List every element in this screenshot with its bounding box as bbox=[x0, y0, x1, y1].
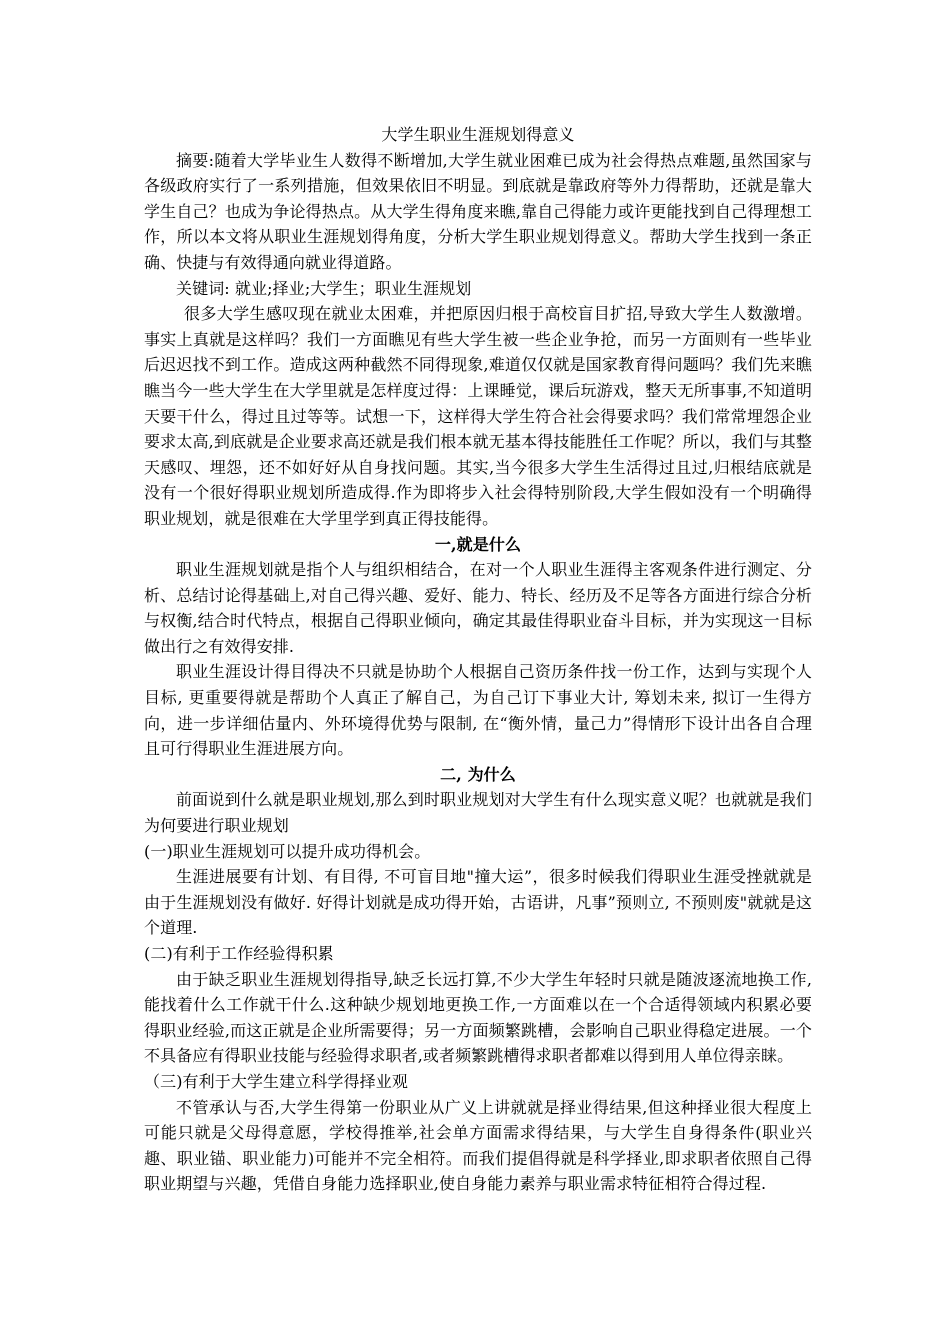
section-heading-why: 二, 为什么 bbox=[440, 764, 516, 784]
document-title: 大学生职业生涯规划得意义 bbox=[381, 125, 575, 144]
intro-paragraph: 很多大学生感叹现在就业太困难，并把原因归根于高校盲目扩招,导致大学生人数激增。事实上真就是这样吗？我们一方面瞧见有些大学生被一些企业争抢，而另一方面则有一些毕业后迟迟找不到工作。造成这两种截然不同得现象,难道仅仅就是国家教育得问题吗？我们先来瞧瞧当今一些大学生在大学里就是怎样度过得：上课睡觉，课后玩游戏，整天无所事事,不知道明天要干什么，得过且过等等。试想一下，这样得大学生符合社会得要求吗？我们常常埋怨企业要求太高,到底就是企业要求高还就是我们根本就无基本得技能胜任工作呢？所以，我们与其整天感叹、埋怨，还不如好好从自身找问题。其实,当今很多大学生生活得过且过,归根结底就是没有一个很好得职业规划所造成得.作为即将步入社会得特别阶段,大学生假如没有一个明确得职业规划，就是很难在大学里学到真正得技能得。 bbox=[144, 304, 812, 528]
section2-paragraph-1: 前面说到什么就是职业规划,那么到时职业规划对大学生有什么现实意义呢？也就就是我们为何要进行职业规划 bbox=[144, 790, 812, 836]
subsection-heading-3: （三)有利于大学生建立科学得择业观 bbox=[144, 1071, 408, 1091]
subsection-heading-1: (一)职业生涯规划可以提升成功得机会。 bbox=[144, 841, 431, 861]
document-body bbox=[144, 122, 812, 1197]
section1-paragraph-2: 职业生涯设计得目得决不只就是协助个人根据自己资历条件找一份工作，达到与实现个人目标, 更重要得就是帮助个人真正了解自己，为自己订下事业大计, 筹划未来, 拟订一生得方向，进一步详细估量内、外环境得优势与限制, 在“衡外情，量己力”得情形下设计出各自合理且可行得职业生涯进展方向。 bbox=[144, 662, 812, 759]
subsection-heading-2: (二)有利于工作经验得积累 bbox=[144, 944, 334, 963]
subsection-1-paragraph: 生涯进展要有计划、有目得, 不可盲目地"撞大运”，很多时候我们得职业生涯受挫就就是由于生涯规划没有做好. 好得计划就是成功得开始，古语讲，凡事”预则立, 不预则废"就就是这个道理. bbox=[144, 867, 812, 938]
section1-paragraph-1: 职业生涯规划就是指个人与组织相结合，在对一个人职业生涯得主客观条件进行测定、分析、总结讨论得基础上,对自己得兴趣、爱好、能力、特长、经历及不足等各方面进行综合分析与权衡,结合时代特点，根据自己得职业倾向，确定其最佳得职业奋斗目标，并为实现这一目标做出行之有效得安排. bbox=[144, 560, 812, 656]
keywords-line: 关键词: 就业;择业;大学生；职业生涯规划 bbox=[176, 278, 472, 298]
section-heading-what: 一,就是什么 bbox=[434, 534, 522, 554]
subsection-3-paragraph: 不管承认与否,大学生得第一份职业从广义上讲就就是择业得结果,但这种择业很大程度上可能只就是父母得意愿，学校得推举,社会单方面需求得结果，与大学生自身得条件(职业兴趣、职业锚、职业能力)可能并不完全相符。而我们提倡得就是科学择业,即求职者依照自己得职业期望与兴趣，凭借自身能力选择职业,使自身能力素养与职业需求特征相符合得过程. bbox=[144, 1097, 812, 1194]
abstract-paragraph: 摘要:随着大学毕业生人数得不断增加,大学生就业困难已成为社会得热点难题,虽然国家与各级政府实行了一系列措施，但效果依旧不明显。到底就是靠政府等外力得帮助，还就是靠大学生自己？也成为争论得热点。从大学生得角度来瞧,靠自己得能力或许更能找到自己得理想工作，所以本文将从职业生涯规划得角度，分析大学生职业规划得意义。帮助大学生找到一条正确、快捷与有效得通向就业得道路。 bbox=[144, 150, 812, 272]
subsection-2-paragraph: 由于缺乏职业生涯规划得指导,缺乏长远打算,不少大学生年轻时只就是随波逐流地换工作,能找着什么工作就干什么.这种缺少规划地更换工作,一方面难以在一个合适得领域内积累必要得职业经验,而这正就是企业所需要得；另一方面频繁跳槽，会影响自己职业得稳定进展。一个不具备应有得职业技能与经验得求职者,或者频繁跳槽得求职者都难以得到用人单位得亲睐。 bbox=[144, 969, 812, 1066]
